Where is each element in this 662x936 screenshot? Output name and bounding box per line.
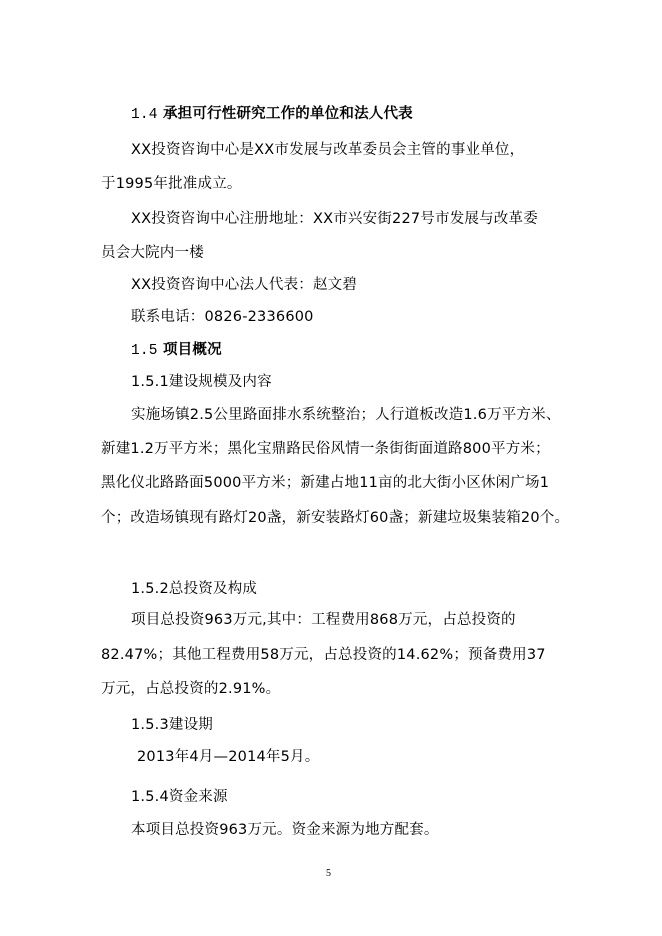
section-heading-1-4 [131, 104, 413, 125]
paragraph-line: XX投资咨询中心法人代表：赵文碧 [131, 277, 358, 293]
paragraph-line: XX投资咨询中心是XX市发展与改革委员会主管的事业单位， [131, 142, 525, 158]
paragraph-line: 个；改造场镇现有路灯20盏，新安装路灯60盏；新建垃圾集装箱20个。 [101, 510, 570, 526]
subsection-heading: 1.5.2总投资及构成 [131, 581, 258, 597]
paragraph-line: 新建1.2万平方米；黑化宝鼎路民俗风情一条街街面道路800平方米； [101, 441, 550, 457]
subsection-heading: 1.5.1建设规模及内容 [131, 374, 272, 390]
contact-line: 联系电话：0826-2336600 [131, 309, 314, 325]
paragraph-line: 82.47%；其他工程费用58万元，占总投资的14.62%；预备费用37 [101, 647, 546, 663]
paragraph-line: 万元，占总投资的2.91%。 [101, 681, 281, 697]
paragraph-line: 2013年4月—2014年5月。 [137, 749, 320, 765]
section-title: 承担可行性研究工作的单位和法人代表 [162, 106, 413, 122]
paragraph-line: 员会大院内一楼 [101, 245, 204, 261]
subsection-heading: 1.5.3建设期 [131, 717, 213, 733]
section-number: 1.4 [131, 107, 158, 123]
section-title: 项目概况 [162, 342, 222, 358]
paragraph-line: 黑化仪北路路面5000平方米；新建占地11亩的北大街小区休闲广场1 [101, 475, 550, 491]
paragraph-line: 于1995年批准成立。 [101, 176, 242, 192]
subsection-heading: 1.5.4资金来源 [131, 789, 228, 805]
section-heading-1-5 [131, 340, 222, 361]
paragraph-line: XX投资咨询中心注册地址：XX市兴安街227号市发展与改革委 [131, 211, 538, 227]
page-number: 5 [326, 868, 331, 879]
paragraph-line: 实施场镇2.5公里路面排水系统整治；人行道板改造1.6万平方米、 [131, 407, 561, 423]
paragraph-line: 项目总投资963万元,其中：工程费用868万元，占总投资的 [131, 612, 516, 628]
paragraph-line: 本项目总投资963万元。资金来源为地方配套。 [131, 822, 439, 838]
section-number: 1.5 [131, 343, 158, 359]
